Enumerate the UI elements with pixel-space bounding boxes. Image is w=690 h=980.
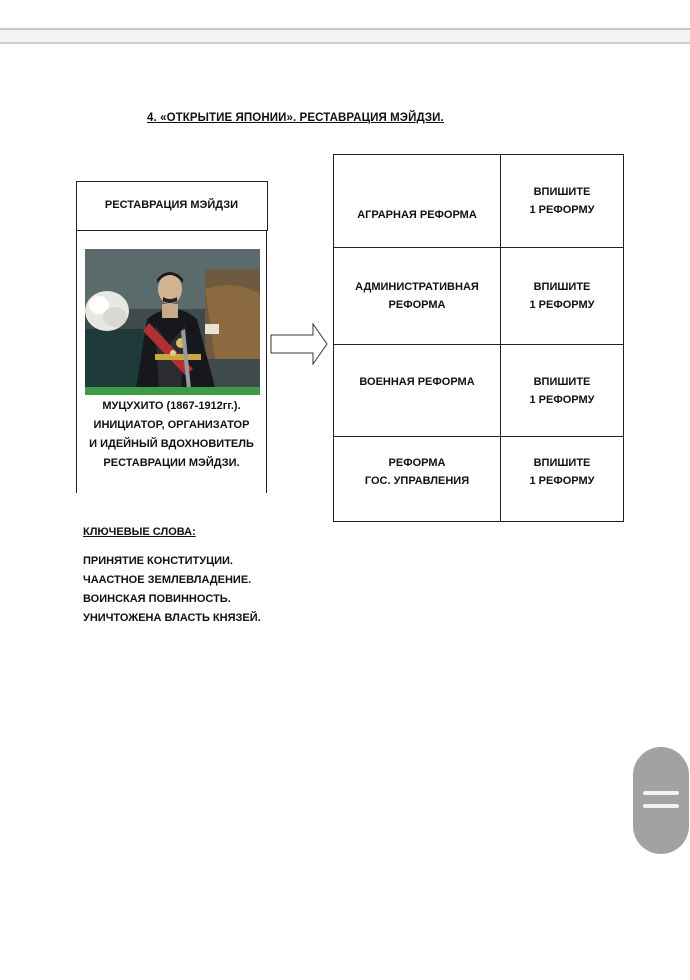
portrait-image — [85, 249, 260, 395]
caption-line: ИНИЦИАТОР, ОРГАНИЗАТОР — [93, 419, 250, 431]
reform-name: ГОС. УПРАВЛЕНИЯ — [364, 475, 470, 487]
keyword-item: ВОИНСКАЯ ПОВИННОСТЬ. — [83, 593, 231, 605]
table-row — [334, 248, 624, 345]
table-row — [334, 155, 624, 248]
answer-line: ВПИШИТЕ — [533, 186, 591, 198]
menu-button[interactable] — [633, 747, 689, 854]
meiji-panel-title: РЕСТАВРАЦИЯ МЭЙДЗИ — [104, 199, 239, 211]
reform-name-cell — [334, 437, 501, 522]
reform-name: АГРАРНАЯ РЕФОРМА — [357, 209, 477, 221]
caption-line: И ИДЕЙНЫЙ ВДОХНОВИТЕЛЬ — [89, 438, 254, 450]
table-row — [334, 345, 624, 437]
answer-line: 1 РЕФОРМУ — [529, 393, 595, 406]
viewer-toolbar — [0, 0, 690, 44]
answer-line: 1 РЕФОРМУ — [529, 299, 595, 311]
toolbar-band — [0, 30, 690, 42]
answer-line: 1 РЕФОРМУ — [529, 475, 595, 487]
caption-line: РЕСТАВРАЦИИ МЭЙДЗИ. — [103, 457, 240, 469]
emperor-portrait — [85, 249, 260, 395]
reforms-table — [333, 154, 624, 522]
reform-name: АДМИНИСТРАТИВНАЯ — [355, 281, 479, 293]
reform-name-cell — [334, 345, 501, 437]
reform-name-cell — [334, 155, 501, 248]
keywords-section — [83, 526, 261, 628]
meiji-panel — [76, 181, 267, 493]
keyword-item: ПРИНЯТИЕ КОНСТИТУЦИИ. — [83, 555, 233, 567]
keyword-item: ЧААСТНОЕ ЗЕМЛЕВЛАДЕНИЕ. — [83, 574, 252, 586]
menu-icon — [643, 804, 679, 808]
caption-line: МУЦУХИТО (1867-1912гг.). — [102, 400, 241, 412]
menu-icon — [643, 791, 679, 795]
keywords-title: КЛЮЧЕВЫЕ СЛОВА: — [83, 526, 196, 538]
portrait-caption — [76, 397, 267, 473]
answer-line: ВПИШИТЕ — [533, 375, 591, 388]
table-row — [334, 437, 624, 522]
keyword-item: УНИЧТОЖЕНА ВЛАСТЬ КНЯЗЕЙ. — [83, 612, 261, 624]
answer-line: ВПИШИТЕ — [533, 457, 591, 469]
reform-name-cell — [334, 248, 501, 345]
reform-answer-cell[interactable] — [501, 248, 624, 345]
toolbar-bottom-line — [0, 42, 690, 44]
reform-answer-cell[interactable] — [501, 437, 624, 522]
reform-answer-cell[interactable] — [501, 155, 624, 248]
reform-name: РЕФОРМА — [388, 457, 446, 469]
section-heading: 4. «ОТКРЫТИЕ ЯПОНИИ». РЕСТАВРАЦИЯ МЭЙДЗИ. — [147, 112, 444, 124]
answer-line: 1 РЕФОРМУ — [529, 204, 595, 216]
keywords-list — [83, 552, 261, 628]
reform-name: РЕФОРМА — [388, 299, 446, 311]
reform-answer-cell[interactable] — [501, 345, 624, 437]
reform-name: ВОЕННАЯ РЕФОРМА — [359, 375, 475, 388]
answer-line: ВПИШИТЕ — [533, 281, 591, 293]
right-arrow-icon — [270, 323, 328, 365]
